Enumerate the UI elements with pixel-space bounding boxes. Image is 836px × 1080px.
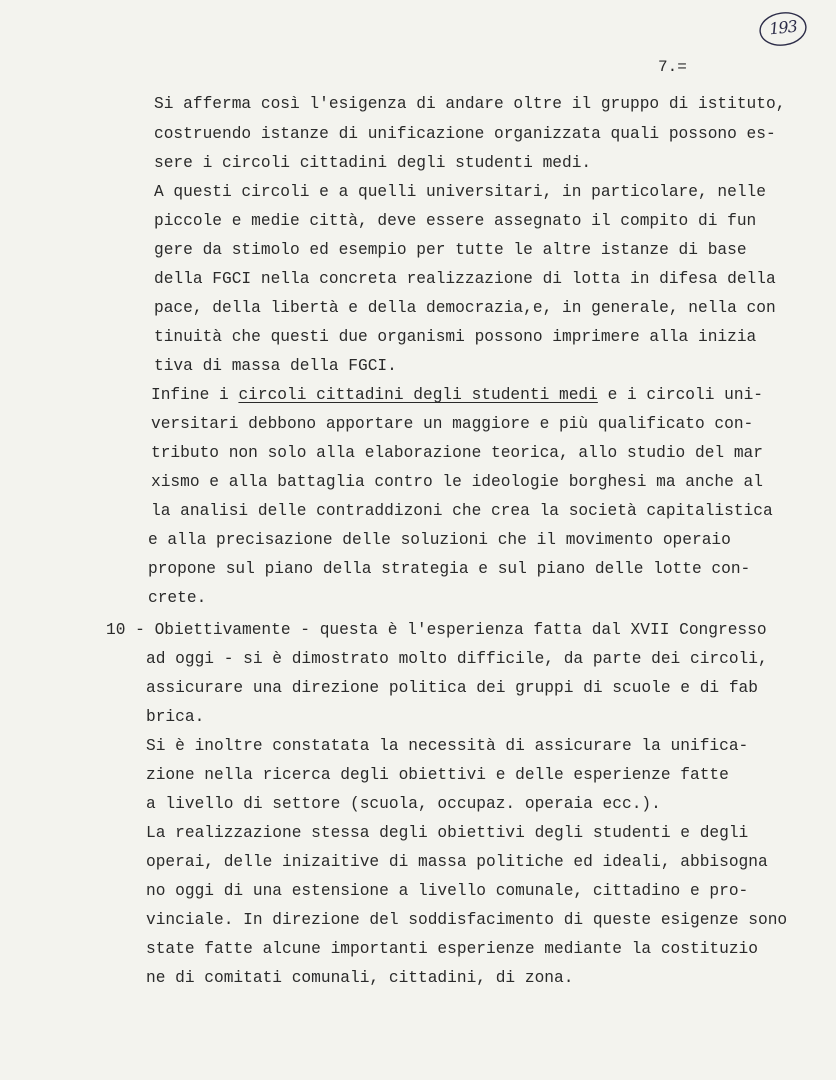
text-line: piccole e medie città, deve essere assegnato il compito di fun [154,212,757,230]
text-line: zione nella ricerca degli obiettivi e delle esperienze fatte [146,766,729,784]
text-line: ad oggi - si è dimostrato molto difficile, da parte dei circoli, [146,650,768,668]
text-line: tiva di massa della FGCI. [154,357,397,375]
text-line: ne di comitati comunali, cittadini, di zona. [146,969,574,987]
text-line: costruendo istanze di unificazione organizzata quali possono es- [154,125,776,143]
underlined-phrase: circoli cittadini degli studenti medi [238,386,598,404]
text-line: tributo non solo alla elaborazione teorica, allo studio del mar [151,444,763,462]
text-line: Si afferma così l'esigenza di andare oltre il gruppo di istituto, [154,95,786,113]
text-line: 10 - Obiettivamente - questa è l'esperienza fatta dal XVII Congresso [106,621,767,639]
text-segment: e i circoli uni- [597,386,763,404]
text-line: sere i circoli cittadini degli studenti medi. [154,154,592,172]
text-line: crete. [148,589,207,607]
text-line: state fatte alcune importanti esperienze mediante la costituzio [146,940,758,958]
text-line: xismo e alla battaglia contro le ideologie borghesi ma anche al [151,473,763,491]
text-line: brica. [146,708,205,726]
text-line: gere da stimolo ed esempio per tutte le altre istanze di base [154,241,747,259]
text-line: assicurare una direzione politica dei gruppi di scuole e di fab [146,679,758,697]
text-line: pace, della libertà e della democrazia,e, in generale, nella con [154,299,776,317]
text-line: A questi circoli e a quelli universitari, in particolare, nelle [154,183,766,201]
text-line: della FGCI nella concreta realizzazione di lotta in difesa della [154,270,776,288]
text-line: e alla precisazione delle soluzioni che il movimento operaio [148,531,731,549]
text-line: La realizzazione stessa degli obiettivi degli studenti e degli [146,824,749,842]
text-line: versitari debbono apportare un maggiore e più qualificato con- [151,415,754,433]
archive-stamp [757,10,809,48]
text-segment: Infine i [151,386,239,404]
text-line-with-underline [151,386,763,404]
text-line: vinciale. In direzione del soddisfacimento di queste esigenze sono [146,911,788,929]
page-number: 7.= [658,58,687,76]
text-line: Si è inoltre constatata la necessità di assicurare la unifica- [146,737,749,755]
text-line: tinuità che questi due organismi possono imprimere alla inizia [154,328,757,346]
text-line: operai, delle inizaitive di massa politiche ed ideali, abbisogna [146,853,768,871]
text-line: la analisi delle contraddizoni che crea la società capitalistica [151,502,773,520]
archive-number: 193 [768,16,798,39]
text-line: propone sul piano della strategia e sul piano delle lotte con- [148,560,751,578]
text-line: no oggi di una estensione a livello comunale, cittadino e pro- [146,882,749,900]
text-line: a livello di settore (scuola, occupaz. operaia ecc.). [146,795,661,813]
